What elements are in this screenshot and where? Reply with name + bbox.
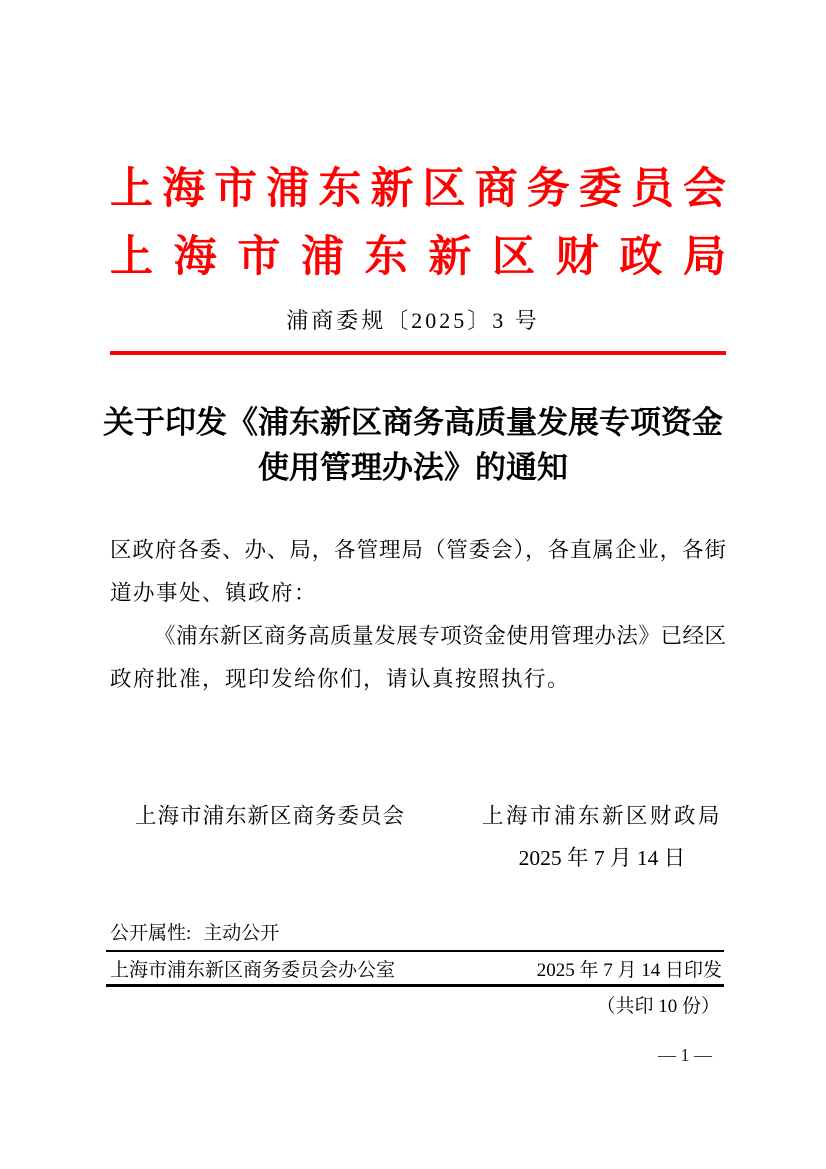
signature-right [482, 798, 726, 876]
body-line-3: 《浦东新区商务高质量发展专项资金使用管理办法》已经区 [154, 624, 726, 648]
signature-left-org: 上海市浦东新区商务委员会 [135, 804, 406, 828]
signature-right-org: 上海市浦东新区财政局 [481, 804, 722, 828]
body-line-2: 道办事处、镇政府： [110, 581, 318, 605]
red-separator-rule [110, 351, 726, 355]
body-line-4: 政府批准，现印发给你们，请认真按照执行。 [110, 667, 571, 691]
letterhead [110, 156, 726, 292]
body-text [110, 529, 726, 701]
title-line-2: 使用管理办法》的通知 [258, 450, 568, 485]
body-line-1: 区政府各委、办、局，各管理局（管委会），各直属企业，各街 [110, 538, 726, 562]
letterhead-org-line-2: 上海市浦东新区财政局 [110, 234, 726, 281]
signature-date: 2025 年 7 月 14 日 [518, 846, 686, 870]
visibility-line [110, 920, 279, 948]
print-date: 2025 年 7 月 14 日印发 [536, 959, 722, 981]
document-title [0, 400, 826, 490]
copies-note: （共印 10 份） [596, 996, 720, 1017]
visibility-value: 主动公开 [203, 923, 280, 944]
title-line-1: 关于印发《浦东新区商务高质量发展专项资金 [103, 405, 723, 440]
footer-rule-bottom [106, 984, 724, 987]
footer-row [106, 952, 724, 984]
issuing-office: 上海市浦东新区商务委员会办公室 [110, 959, 396, 981]
doc-number: 浦商委规〔2025〕3 号 [286, 308, 540, 333]
letterhead-org-line-1: 上海市浦东新区商务委员会 [110, 166, 726, 213]
page-number: — 1 — [658, 1045, 712, 1065]
signature-block [110, 798, 726, 876]
visibility-label: 公开属性: [110, 923, 192, 944]
